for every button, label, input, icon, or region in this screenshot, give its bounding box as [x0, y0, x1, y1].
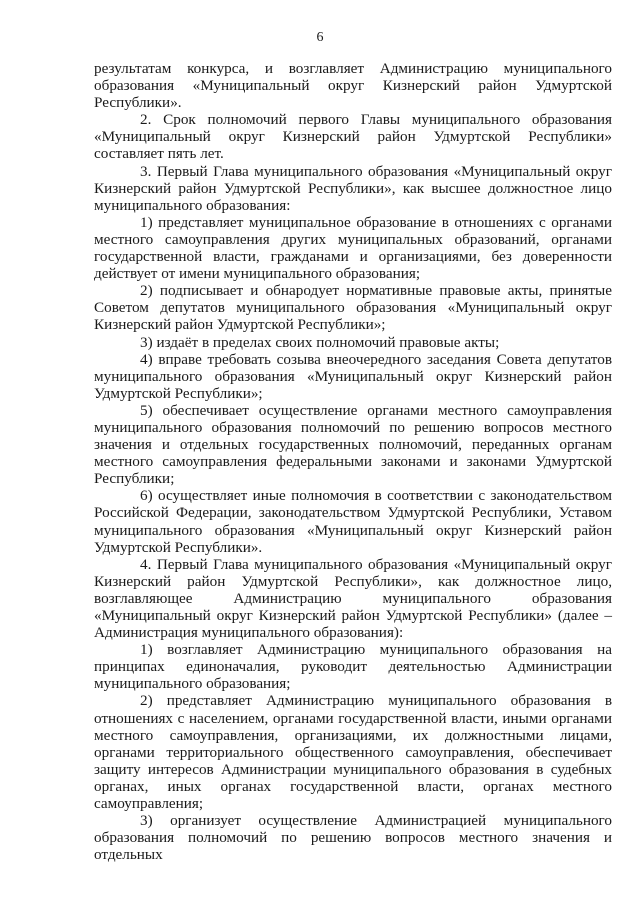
paragraph: 6) осуществляет иные полномочия в соответствии с законодательством Российской Федерации, законодательством Удмуртской Республики, Уставом муниципального образования «Муниципальный округ Кизнерский район Удмуртской Республики». [94, 487, 612, 556]
document-body [94, 60, 612, 863]
paragraph: 3. Первый Глава муниципального образования «Муниципальный округ Кизнерский район Удмуртской Республики», как высшее должностное лицо муниципального образования: [94, 162, 612, 214]
paragraph: 4) вправе требовать созыва внеочередного заседания Совета депутатов муниципального образования «Муниципальный округ Кизнерский район Удмуртской Республики»; [94, 350, 612, 402]
paragraph: 1) представляет муниципальное образование в отношениях с органами местного самоуправления других муниципальных образований, органами государственной власти, гражданами и организациями, без доверенности действует от имени муниципального образования; [94, 213, 612, 283]
paragraph: 2) представляет Администрацию муниципального образования в отношениях с населением, органами государственной власти, иными органами местного самоуправления, организациями, их должностными лицами, органами территориального общественного самоуправления, обеспечивает защиту интересов Администрации муниципального образования в судебных органах, иных органах государственной власти, органах местного самоуправления; [94, 692, 612, 813]
paragraph: 4. Первый Глава муниципального образования «Муниципальный округ Кизнерский район Удмуртской Республики», как должностное лицо, возглавляющее Администрацию муниципального образования «Муниципальный округ Кизнерский район Удмуртской Республики» (далее – Администрация муниципального образования): [94, 555, 612, 642]
page-number: 6 [316, 30, 324, 45]
paragraph: 5) обеспечивает осуществление органами местного самоуправления муниципального образования полномочий по решению вопросов местного значения и отдельных государственных полномочий, переданных органам местного самоуправления федеральными законами и законами Удмуртской Республики; [94, 401, 612, 488]
paragraph: 2) подписывает и обнародует нормативные правовые акты, принятые Советом депутатов муниципального образования «Муниципальный округ Кизнерский район Удмуртской Республики»; [94, 282, 612, 334]
paragraph: 3) издаёт в пределах своих полномочий правовые акты; [140, 333, 500, 351]
paragraph: 3) организует осуществление Администрацией муниципального образования полномочий по решению вопросов местного значения и отдельных [94, 812, 612, 864]
paragraph: 1) возглавляет Администрацию муниципального образования на принципах единоначалия, руководит деятельностью Администрации муниципального образования; [94, 641, 612, 693]
paragraph: результатам конкурса, и возглавляет Администрацию муниципального образования «Муниципальный округ Кизнерский район Удмуртской Республики». [94, 60, 612, 112]
paragraph: 2. Срок полномочий первого Главы муниципального образования «Муниципальный округ Кизнерский район Удмуртской Республики» составляет пять лет. [94, 111, 612, 163]
